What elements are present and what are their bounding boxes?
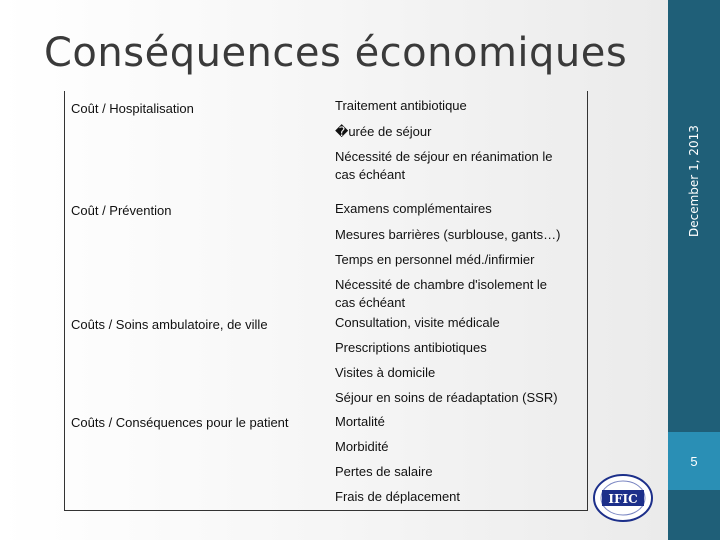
row-item: Consultation, visite médicale <box>335 315 500 330</box>
row-item: Examens complémentaires <box>335 201 492 216</box>
slide-title: Conséquences économiques <box>44 30 628 76</box>
row-item: Nécessité de chambre d'isolement le <box>335 277 548 292</box>
row-label-prevention: Coût / Prévention <box>71 203 172 218</box>
row-item: cas échéant <box>335 295 406 310</box>
row-item: Temps en personnel méd./infirmier <box>335 252 535 267</box>
consequences-table <box>64 91 588 511</box>
row-item: Visites à domicile <box>335 365 436 380</box>
ific-logo-icon <box>592 472 654 524</box>
row-item: Nécessité de séjour en réanimation le <box>335 149 553 164</box>
row-item: �urée de séjour <box>335 124 432 139</box>
row-item: Mortalité <box>335 414 385 429</box>
row-item: Frais de déplacement <box>335 489 461 504</box>
row-label-hospitalisation: Coût / Hospitalisation <box>71 101 194 116</box>
row-item: cas échéant <box>335 167 406 182</box>
row-item: Traitement antibiotique <box>335 98 467 113</box>
row-item: Morbidité <box>335 439 389 454</box>
row-item: Pertes de salaire <box>335 464 433 479</box>
row-item: Séjour en soins de réadaptation (SSR) <box>335 390 558 405</box>
row-item: Prescriptions antibiotiques <box>335 340 487 355</box>
page-number-box <box>668 432 720 490</box>
logo-text: IFIC <box>608 492 638 506</box>
row-label-soins-ambulatoire: Coûts / Soins ambulatoire, de ville <box>71 317 268 332</box>
row-label-consequences-patient: Coûts / Conséquences pour le patient <box>71 415 289 430</box>
slide-date: December 1, 2013 <box>687 125 701 237</box>
row-item: Mesures barrières (surblouse, gants…) <box>335 227 561 242</box>
page-number: 5 <box>690 453 698 469</box>
